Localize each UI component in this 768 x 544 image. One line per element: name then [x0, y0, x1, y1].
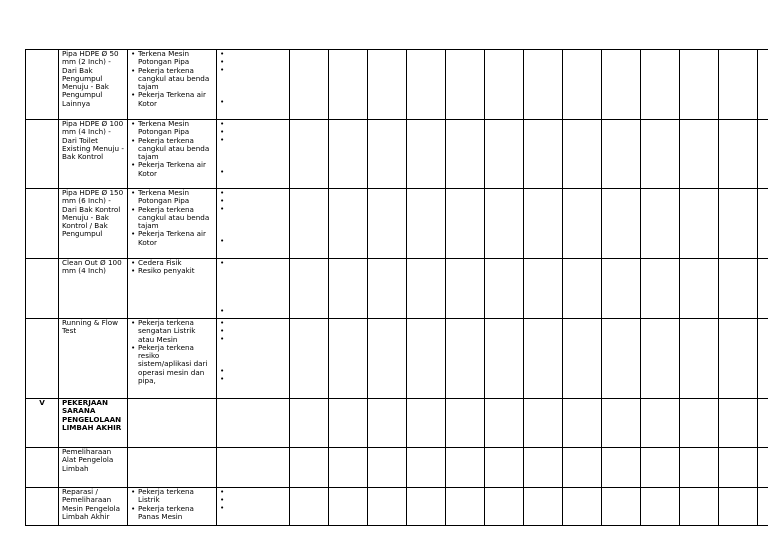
table-row: [26, 399, 768, 448]
bullet-mark: •: [220, 167, 225, 176]
activity-cell: Pipa HDPE Ø 100 mm (4 Inch) - Dari Toilet Existing Menuju - Bak Kontrol: [59, 120, 128, 189]
activity-cell: Clean Out Ø 100 mm (4 Inch): [59, 259, 128, 319]
empty-cell: [641, 189, 680, 259]
bullet-mark: •: [220, 334, 225, 343]
bullet-mark: •: [220, 318, 225, 327]
hazard-cell: [128, 50, 217, 120]
empty-cell: [290, 259, 329, 319]
bullet-mark: •: [220, 258, 225, 267]
empty-cell: [641, 259, 680, 319]
empty-cell: [758, 448, 768, 488]
empty-cell: [758, 50, 768, 120]
empty-cell: [524, 259, 563, 319]
hazard-list: [131, 120, 213, 178]
bullet-mark: •: [220, 503, 225, 512]
empty-cell: [368, 319, 407, 399]
bullet-mark: •: [220, 366, 225, 375]
empty-cell: [602, 399, 641, 448]
empty-cell: [524, 399, 563, 448]
empty-cell: [680, 189, 719, 259]
empty-cell: [641, 120, 680, 189]
empty-cell: [329, 319, 368, 399]
empty-cell: [563, 488, 602, 526]
hazard-cell: [128, 448, 217, 488]
bullet-mark: •: [220, 127, 225, 136]
bullet-mark: •: [220, 495, 225, 504]
risk-assessment-table: [25, 49, 768, 526]
empty-cell: [368, 50, 407, 120]
hazard-cell: [128, 488, 217, 526]
bullet-mark: •: [220, 57, 225, 66]
hazard-item: • Terkena Mesin Potongan Pipa: [131, 189, 213, 206]
empty-cell: [407, 189, 446, 259]
empty-cell: [329, 399, 368, 448]
table-row: [26, 319, 768, 399]
empty-cell: [446, 319, 485, 399]
bullet-mark: •: [220, 374, 225, 383]
activity-cell: Pipa HDPE Ø 150 mm (6 Inch) - Dari Bak Kontrol Menuju - Bak Kontrol / Bak Pengumpul: [59, 189, 128, 259]
empty-cell: [446, 120, 485, 189]
empty-cell: [290, 319, 329, 399]
empty-cell: [680, 120, 719, 189]
empty-cell: [602, 488, 641, 526]
hazard-item: • Pekerja terkena sengatan Listrik atau Mesin: [131, 319, 213, 344]
empty-cell: [602, 448, 641, 488]
hazard-list: [131, 319, 213, 385]
empty-cell: [329, 189, 368, 259]
empty-cell: [329, 448, 368, 488]
empty-cell: [446, 189, 485, 259]
empty-cell: [563, 120, 602, 189]
bullet-mark: •: [220, 487, 225, 496]
row-number: [26, 448, 59, 488]
activity-cell: Reparasi / Pemeliharaan Mesin Pengelola Limbah Akhir: [59, 488, 128, 526]
empty-cell: [758, 399, 768, 448]
empty-cell: [641, 488, 680, 526]
activity-cell: Pipa HDPE Ø 50 mm (2 Inch) - Dari Bak Pengumpul Menuju - Bak Pengumpul Lainnya: [59, 50, 128, 120]
empty-cell: [602, 189, 641, 259]
empty-cell: [758, 319, 768, 399]
hazard-item: • Pekerja Terkena air Kotor: [131, 230, 213, 247]
hazard-item: • Pekerja terkena Listrik: [131, 488, 213, 505]
table-row: [26, 50, 768, 120]
hazard-item: • Pekerja Terkena air Kotor: [131, 91, 213, 108]
control-cell: [217, 189, 290, 259]
empty-cell: [368, 488, 407, 526]
empty-cell: [329, 259, 368, 319]
empty-cell: [680, 259, 719, 319]
empty-cell: [446, 259, 485, 319]
table-row: [26, 488, 768, 526]
empty-cell: [446, 50, 485, 120]
bullet-mark: •: [220, 326, 225, 335]
empty-cell: [329, 488, 368, 526]
hazard-item: • Pekerja terkena cangkul atau benda tajam: [131, 137, 213, 162]
empty-cell: [719, 189, 758, 259]
hazard-item: • Pekerja terkena cangkul atau benda tajam: [131, 206, 213, 231]
hazard-item: • Resiko penyakit: [131, 267, 213, 275]
empty-cell: [407, 399, 446, 448]
empty-cell: [641, 448, 680, 488]
empty-cell: [758, 120, 768, 189]
empty-cell: [758, 189, 768, 259]
bullet-mark: •: [220, 306, 225, 315]
hazard-cell: [128, 319, 217, 399]
empty-cell: [407, 259, 446, 319]
activity-cell: PEKERJAAN SARANA PENGELOLAAN LIMBAH AKHIR: [59, 399, 128, 448]
empty-cell: [524, 319, 563, 399]
empty-cell: [485, 399, 524, 448]
empty-cell: [329, 120, 368, 189]
empty-cell: [641, 319, 680, 399]
control-cell: [217, 399, 290, 448]
empty-cell: [290, 189, 329, 259]
bullet-mark: •: [220, 204, 225, 213]
hazard-item: • Terkena Mesin Potongan Pipa: [131, 50, 213, 67]
hazard-list: [131, 488, 213, 521]
empty-cell: [446, 448, 485, 488]
hazard-item: • Terkena Mesin Potongan Pipa: [131, 120, 213, 137]
empty-cell: [524, 189, 563, 259]
hazard-item: • Pekerja Terkena air Kotor: [131, 161, 213, 178]
empty-cell: [368, 120, 407, 189]
empty-cell: [485, 319, 524, 399]
empty-cell: [407, 488, 446, 526]
empty-cell: [290, 488, 329, 526]
empty-cell: [719, 259, 758, 319]
hazard-item: • Pekerja terkena resiko sistem/aplikasi dari operasi mesin dan pipa,: [131, 344, 213, 385]
empty-cell: [485, 448, 524, 488]
control-cell: [217, 50, 290, 120]
empty-cell: [641, 399, 680, 448]
empty-cell: [368, 448, 407, 488]
empty-cell: [563, 399, 602, 448]
empty-cell: [524, 120, 563, 189]
control-cell: [217, 259, 290, 319]
table-row: [26, 120, 768, 189]
row-number: [26, 319, 59, 399]
empty-cell: [563, 259, 602, 319]
hazard-cell: [128, 399, 217, 448]
hazard-item: • Pekerja terkena Panas Mesin: [131, 505, 213, 522]
row-number: [26, 50, 59, 120]
activity-cell: Running & Flow Test: [59, 319, 128, 399]
table-row: [26, 259, 768, 319]
empty-cell: [758, 259, 768, 319]
empty-cell: [407, 120, 446, 189]
empty-cell: [680, 399, 719, 448]
empty-cell: [485, 488, 524, 526]
empty-cell: [407, 448, 446, 488]
activity-cell: Pemeliharaan Alat Pengelola Limbah: [59, 448, 128, 488]
hazard-list: [131, 189, 213, 247]
hazard-cell: [128, 189, 217, 259]
hazard-list: [131, 259, 213, 276]
empty-cell: [485, 120, 524, 189]
empty-cell: [563, 50, 602, 120]
bullet-mark: •: [220, 97, 225, 106]
empty-cell: [719, 448, 758, 488]
empty-cell: [290, 399, 329, 448]
row-number: [26, 259, 59, 319]
bullet-mark: •: [220, 196, 225, 205]
empty-cell: [758, 488, 768, 526]
empty-cell: [407, 319, 446, 399]
empty-cell: [602, 120, 641, 189]
empty-cell: [485, 50, 524, 120]
control-cell: [217, 120, 290, 189]
empty-cell: [719, 319, 758, 399]
empty-cell: [563, 319, 602, 399]
empty-cell: [368, 259, 407, 319]
row-number: [26, 189, 59, 259]
control-cell: [217, 319, 290, 399]
empty-cell: [485, 189, 524, 259]
empty-cell: [290, 50, 329, 120]
empty-cell: [524, 448, 563, 488]
hazard-cell: [128, 120, 217, 189]
empty-cell: [719, 488, 758, 526]
control-cell: [217, 448, 290, 488]
empty-cell: [290, 120, 329, 189]
empty-cell: [563, 448, 602, 488]
empty-cell: [368, 189, 407, 259]
empty-cell: [719, 120, 758, 189]
hazard-item: • Cedera Fisik: [131, 259, 213, 267]
empty-cell: [602, 319, 641, 399]
table-row: [26, 189, 768, 259]
hazard-list: [131, 50, 213, 108]
empty-cell: [329, 50, 368, 120]
empty-cell: [485, 259, 524, 319]
bullet-mark: •: [220, 236, 225, 245]
table-row: [26, 448, 768, 488]
control-cell: [217, 488, 290, 526]
empty-cell: [524, 50, 563, 120]
empty-cell: [719, 50, 758, 120]
empty-cell: [719, 399, 758, 448]
bullet-mark: •: [220, 119, 225, 128]
empty-cell: [680, 488, 719, 526]
empty-cell: [407, 50, 446, 120]
hazard-cell: [128, 259, 217, 319]
empty-cell: [446, 488, 485, 526]
empty-cell: [290, 448, 329, 488]
bullet-mark: •: [220, 49, 225, 58]
empty-cell: [368, 399, 407, 448]
empty-cell: [446, 399, 485, 448]
empty-cell: [680, 50, 719, 120]
empty-cell: [602, 50, 641, 120]
empty-cell: [641, 50, 680, 120]
row-number: [26, 488, 59, 526]
bullet-mark: •: [220, 65, 225, 74]
empty-cell: [563, 189, 602, 259]
hazard-item: • Pekerja terkena cangkul atau benda tajam: [131, 67, 213, 92]
empty-cell: [680, 448, 719, 488]
row-number: V: [26, 399, 59, 448]
bullet-mark: •: [220, 135, 225, 144]
empty-cell: [602, 259, 641, 319]
row-number: [26, 120, 59, 189]
empty-cell: [524, 488, 563, 526]
empty-cell: [680, 319, 719, 399]
bullet-mark: •: [220, 188, 225, 197]
